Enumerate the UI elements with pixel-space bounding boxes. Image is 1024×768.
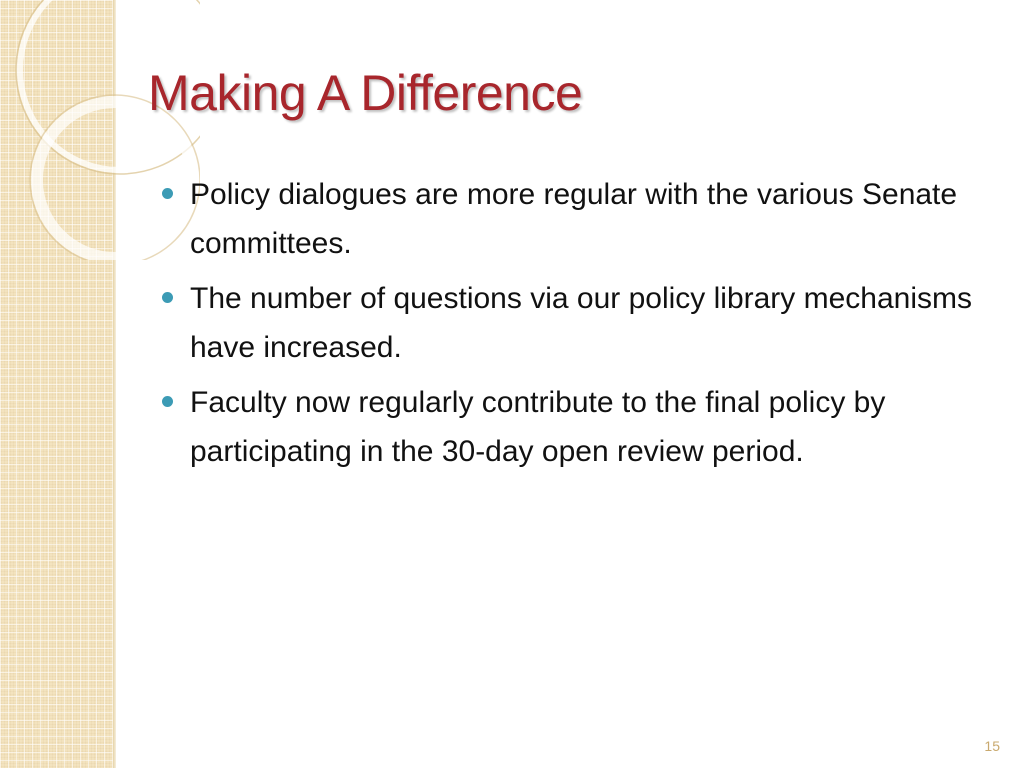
- bullet-text: Faculty now regularly contribute to the final policy by participating in the 30-day open review period.: [190, 386, 886, 468]
- bullet-item: [158, 274, 988, 372]
- bullet-dot-icon: [162, 396, 173, 407]
- bullet-text: Policy dialogues are more regular with the various Senate committees.: [190, 178, 958, 260]
- bullet-item: [158, 170, 988, 268]
- bullet-dot-icon: [162, 188, 173, 199]
- bullet-list: [158, 170, 988, 482]
- bullet-text: The number of questions via our policy library mechanisms have increased.: [190, 282, 973, 364]
- bullet-dot-icon: [162, 292, 173, 303]
- page-number: 15: [984, 738, 1000, 754]
- bullet-item: [158, 378, 988, 476]
- slide-title: Making A Difference: [148, 65, 583, 121]
